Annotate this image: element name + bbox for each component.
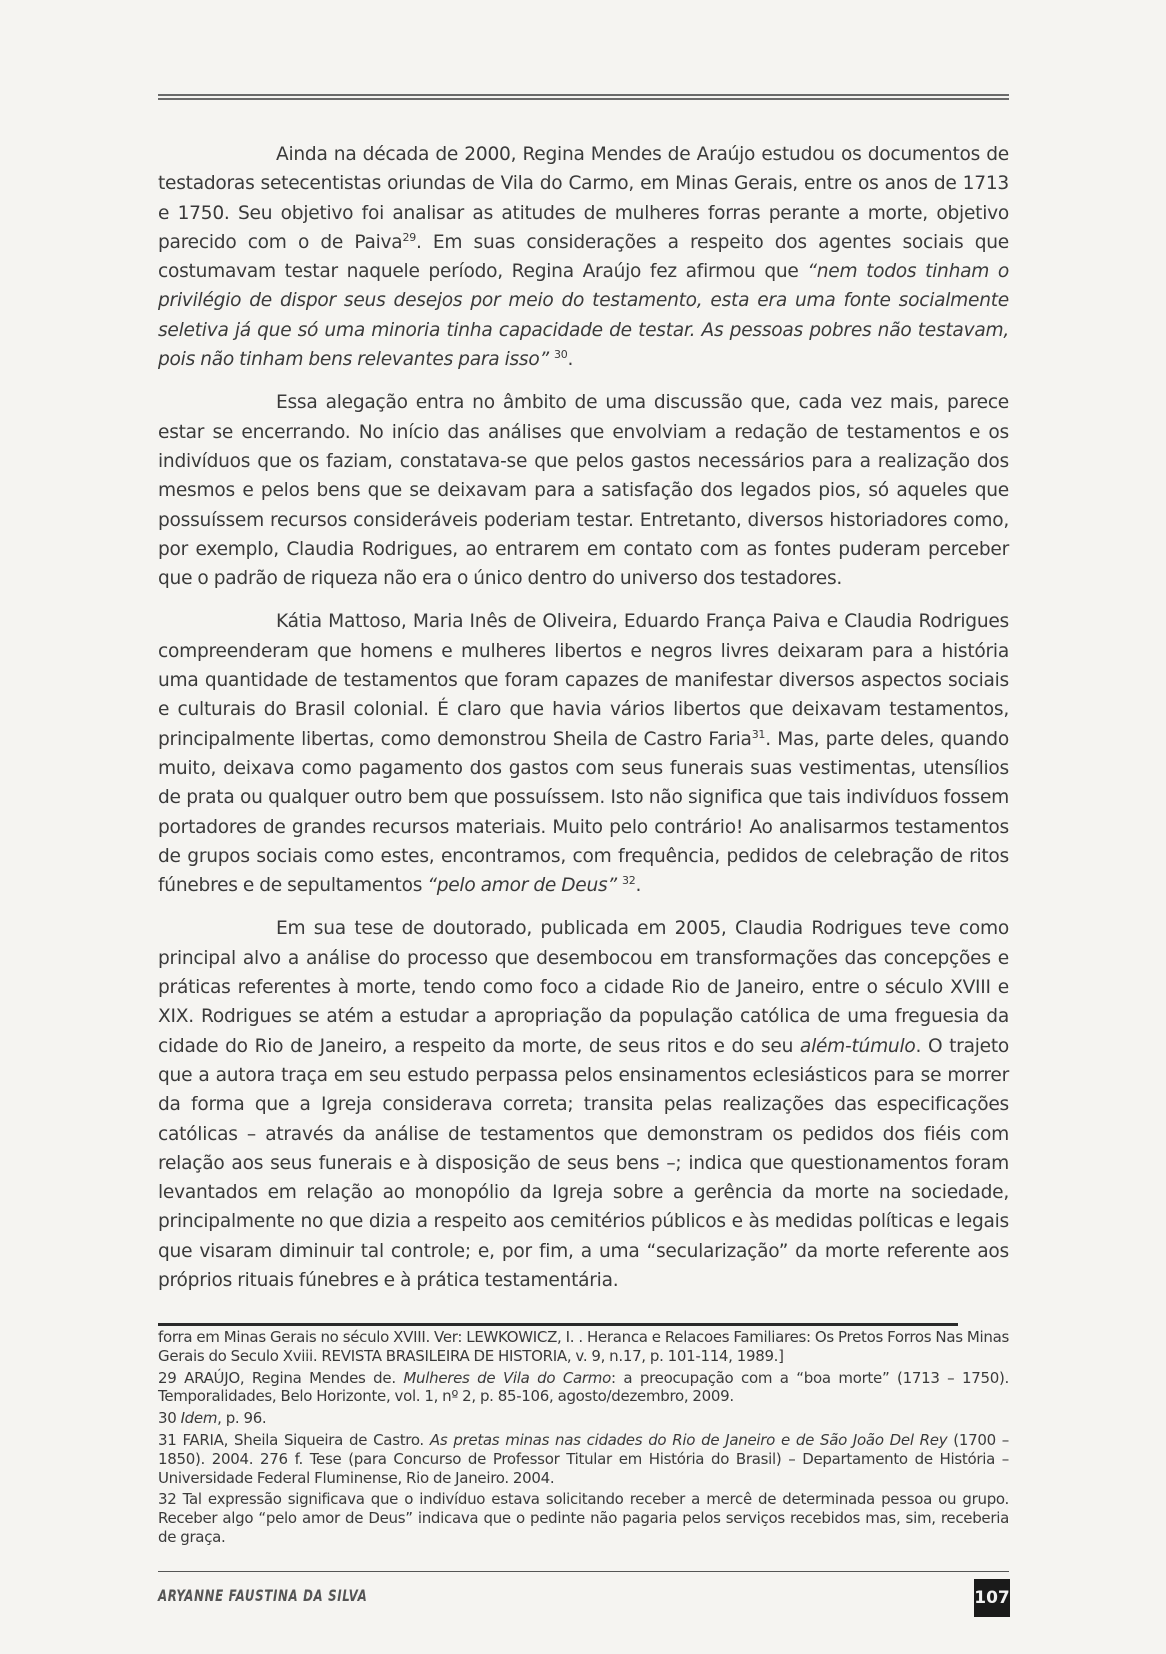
footnote-ref-29: 29: [402, 230, 416, 244]
paragraph-3-end: .: [635, 875, 642, 897]
footnote-32: 32 Tal expressão significava que o indivíduo estava solicitando receber a mercê de determinada pessoa ou grupo. Receber algo “pelo amor de Deus” indicava que o pedinte não pagaria pelos serviços recebidos mas, sim, receberia de graça.: [158, 1490, 1009, 1546]
term-alem-tumulo: além-túmulo: [799, 1035, 916, 1057]
page-number: 107: [974, 1579, 1010, 1617]
paragraph-1: [158, 140, 1009, 374]
footnotes: [158, 1328, 1009, 1550]
footnote-ref-30: 30: [554, 348, 568, 362]
paragraph-3-text: Kátia Mattoso, Maria Inês de Oliveira, Eduardo França Paiva e Claudia Rodrigues compreenderam que homens e mulheres libertos e negros livres deixaram para a história uma quantidade de testamentos que foram capazes de manifestar diversos aspectos sociais e culturais do Brasil colonial. É claro que havia vários libertos que deixavam testamentos, principalmente libertas, como demonstrou Sheila de Castro Faria: [158, 611, 1009, 750]
footnote-30: [158, 1409, 1009, 1428]
paragraph-3: [158, 607, 1009, 900]
paragraph-4-text-2: . O trajeto que a autora traça em seu estudo perpassa pelos ensinamentos eclesiásticos para se morrer da forma que a Igreja considerava correta; transita pelas realizações das especificações católicas – através da análise de testamentos que demonstram os pedidos dos fiéis com relação aos seus funerais e à disposição de seus bens –; indica que questionamentos foram levantados em relação ao monopólio da Igreja sobre a gerência da morte na sociedade, principalmente no que dizia a respeito aos cemitérios públicos e às medidas políticas e legais que visaram diminuir tal controle; e, por fim, a uma “secularização” da morte referente aos próprios rituais fúnebres e à prática testamentária.: [158, 1035, 1009, 1291]
paragraph-1-text-2: . Em suas considerações a respeito dos agentes sociais que costumavam testar naquele período, Regina Araújo fez afirmou que: [158, 231, 1009, 283]
paragraph-1-text: Ainda na década de 2000, Regina Mendes de Araújo estudou os documentos de testadoras setecentistas oriundas de Vila do Carmo, em Minas Gerais, entre os anos de 1713 e 1750. Seu objetivo foi analisar as atitudes de mulheres forras perante a morte, objetivo parecido com o de Paiva: [158, 144, 1009, 253]
paragraph-3-text-2: . Mas, parte deles, quando muito, deixava como pagamento dos gastos com seus funerais suas vestimentas, utensílios de prata ou qualquer outro bem que possuíssem. Isto não significa que tais indivíduos fossem portadores de grandes recursos materiais. Muito pelo contrário! Ao analisarmos testamentos de grupos sociais como estes, encontramos, com frequência, pedidos de celebração de ritos fúnebres e de sepultamentos: [158, 728, 1009, 897]
footnote-30-idem: Idem: [180, 1409, 218, 1428]
footnote-30-number: 30: [158, 1409, 181, 1428]
footnote-31-details: (1700 – 1850). 2004. 276 f. Tese (para Concurso de Professor Titular em História do Brasil) – Departamento de História – Universidade Federal Fluminense, Rio de Janeiro. 2004.: [158, 1430, 1009, 1487]
footnote-continuation: forra em Minas Gerais no século XVIII. Ver: LEWKOWICZ, I. . Heranca e Relacoes Familiares: Os Pretos Forros Nas Minas Gerais do Seculo Xviii. REVISTA BRASILEIRA DE HISTORIA, v. 9, n.17, p. 101-114, 1989.]: [158, 1328, 1009, 1365]
footer-author: ARYANNE FAUSTINA DA SILVA: [158, 1586, 368, 1605]
paragraph-4: [158, 914, 1009, 1295]
paragraph-2: Essa alegação entra no âmbito de uma discussão que, cada vez mais, parece estar se encerrando. No início das análises que envolviam a redação de testamentos e os indivíduos que os faziam, constatava-se que pelos gastos necessários para a realização dos mesmos e pelos bens que se deixavam para a satisfação dos legados pios, só aqueles que possuíssem recursos consideráveis poderiam testar. Entretanto, diversos historiadores como, por exemplo, Claudia Rodrigues, ao entrarem em contato com as fontes puderam perceber que o padrão de riqueza não era o único dentro do universo dos testadores.: [158, 392, 1009, 590]
footnote-31-author: 31 FARIA, Sheila Siqueira de Castro.: [158, 1430, 430, 1449]
footnote-ref-31: 31: [751, 727, 766, 741]
footnote-29-author: 29 ARAÚJO, Regina Mendes de.: [158, 1368, 404, 1387]
footnote-31-title: As pretas minas nas cidades do Rio de Janeiro e de São João Del Rey: [429, 1430, 948, 1449]
footnote-29-title: Mulheres de Vila do Carmo: [403, 1368, 611, 1387]
paragraph-4-text: Em sua tese de doutorado, publicada em 2005, Claudia Rodrigues teve como principal alvo a análise do processo que desembocou em transformações das concepções e práticas referentes à morte, tendo como foco a cidade Rio de Janeiro, entre o século XVIII e XIX. Rodrigues se atém a estudar a apropriação da população católica de uma freguesia da cidade do Rio de Janeiro, a respeito da morte, de seus ritos e do seu: [158, 918, 1009, 1057]
body-text: [158, 140, 1009, 1295]
footnote-31: [158, 1431, 1009, 1487]
footnote-29-details: : a preocupação com a “boa morte” (1713 – 1750). Temporalidades, Belo Horizonte, vol. 1, nº 2, p. 85-106, agosto/dezembro, 2009.: [158, 1368, 1009, 1406]
quote-araujo: “nem todos tinham o privilégio de dispor seus desejos por meio do testamento, esta era uma fonte socialmente seletiva já que só uma minoria tinha capacidade de testar. As pessoas pobres não testavam, pois não tinham bens relevantes para isso”: [158, 261, 1009, 371]
footnote-separator: [158, 1323, 958, 1326]
footer-rule: [158, 1571, 1009, 1572]
footnote-30-page: , p. 96.: [217, 1409, 267, 1428]
paragraph-1-end: .: [567, 349, 574, 371]
footnote-29: [158, 1369, 1009, 1407]
quote-pelo-amor-de-deus: “pelo amor de Deus”: [427, 875, 617, 897]
footnote-ref-32: 32: [622, 874, 636, 888]
header-double-rule: [158, 94, 1009, 100]
